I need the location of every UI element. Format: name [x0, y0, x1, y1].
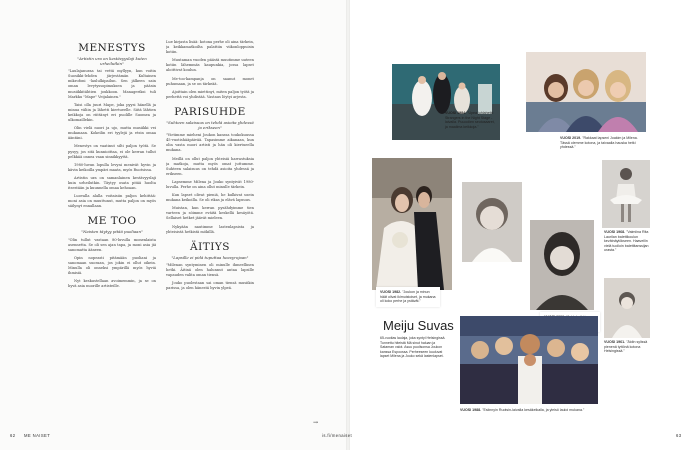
- caption-year: VUOSI 1988.: [460, 408, 482, 412]
- paragraph: Lapsemme Milena ja Jouko syntyivät 1980-luvulla. Perhe on aina ollut minulle tärkein.: [166, 179, 254, 189]
- paragraph: Taisi olla juuri Mape, joka pyysi hänellä ja minua väliin ja lähetti kiertueelle. Siitä lähtien keikkoja on riittänyt eri puolille Suomea ja ulkomaillekin.: [68, 102, 156, 123]
- website-label: is.fi/menaiset: [322, 433, 353, 438]
- caption-1961: [604, 340, 650, 354]
- parisuhde-deck: "Suhteen salaisuus on tehdä asioita yhdessä ja erikseen": [166, 119, 254, 131]
- parisuhde-heading: PARISUHDE: [174, 105, 246, 118]
- aitiys-deck: "Lapsille ei pidä tuputtaa heavyrojaan": [171, 254, 249, 260]
- paragraph: "Laulajanuraa tai vettä myllyyn, kun voitin Suosikki-lehden järjestämän Kultainen mikrofoni -laululkipailun. Sen jälkeen sain oman levytyssopimuksen ja pääsin musiikkitähtien joukkoon. Manageriksi tuli Markku "Mape" Veijalainen.": [68, 69, 156, 99]
- paragraph: 1980-luvun lopulla levyni menivät hyvin ja kävin keikoilla ympäri maata, myös Ruotsissa.: [68, 162, 156, 172]
- toddler-photo: [604, 278, 650, 338]
- paragraph: "Vietimme mieheni Joukon kanssa toukokuussa 45-vuotishääpäivää. Tapasimme aikanaan, kun olin vasta nuori artisti ja hän oli kiertueella mukana.: [166, 133, 254, 153]
- family-photo: [526, 52, 646, 132]
- caption-text: "Joukon ja minun häät olivat ikimuistoiset, ja mukana oli koko perhe ja ystävät.": [380, 290, 436, 304]
- caption-2019: [560, 136, 648, 150]
- paragraph: "Milenan syntyminen oli minulle ihmeellinen hetki. Äitinä olen halunnut antaa lapsille vapauden valita oman tiensä.: [166, 262, 254, 277]
- concert-crowd-photo: [460, 316, 598, 404]
- paragraph: Kun lapset olivat pieniä, he kulkivat usein mukana keikoilla. Se oli rikas ja elävä lapsuus.: [166, 193, 254, 203]
- page-spine: [346, 0, 350, 450]
- paragraph: Muistan, kun kerran pysähdyimme tien varteen ja söimme eväitä keskellä kesäyötä. Sellaiset hetket jäävät mieleen.: [166, 206, 254, 221]
- paragraph: Lue kirjasta lisää: kotona perhe oli aina tärkein, ja keikkamatkoilta palattiin viikonloppuisin kotiin.: [166, 40, 254, 55]
- paragraph: Menestys on vaatinut silti paljon työtä. Se pysyy, jos sitä kunnioittaa, ei ole kerran tullut pelkkää onnea vaan sinnikkyyttä.: [68, 144, 156, 159]
- caption-year: VUOSI 1984.: [445, 111, 467, 115]
- bio-title: Meiju Suvas: [383, 318, 454, 333]
- continue-arrow-icon: →: [313, 419, 319, 426]
- caption-year: VUOSI 2019.: [560, 136, 582, 140]
- paragraph: Luovalla alalla voitaisiin paljon kehittää: moni asia on muuttunut, mutta paljon on myös säilynyt ennallaan.: [68, 194, 156, 209]
- portrait-photo: [530, 220, 594, 310]
- menestys-deck: "Artistin ura on kestävyyslaji kuten urheilutkin": [77, 56, 147, 67]
- paragraph: Me-too-kampanja on saanut monet puhumaan, ja se on tärkeää.: [166, 76, 254, 86]
- caption-year: VUOSI 1968.: [604, 230, 626, 234]
- bio-text: 65-vuotias laulaja, joka syntyi Helsingissä. Tunnettu hiteistä Mä sinut haluan ja Sataman valot. Asuu puolisonsa Joukon kanssa Espoossa. Perheeseen kuuluvat lapset Milena ja Jouko sekä lastenlapset.: [380, 336, 446, 359]
- text-column-2: [166, 40, 254, 430]
- ballet-photo: [602, 160, 650, 228]
- paragraph: "Olin tullut vastaan 80-luvulla monenlaista asennetta. Se oli sen ajan tapa, ja moni asia jäi sanomatta ääneen.: [68, 237, 156, 252]
- paragraph: Jouko puolestaan sai oman tiensä musiikin parissa, ja olen hänestä hyvin ylpeä.: [166, 281, 254, 291]
- caption-text: "Upea juhlahetki Strangers in the Night Stage -laivalla. Puuoolien seutusaaret, ja maailma keikkoja.": [445, 111, 495, 129]
- caption-1988: [460, 408, 640, 413]
- page-number-right: 63: [676, 433, 682, 438]
- paragraph: Opin nopeasti pitämään puoliani ja sanomaan suoraan, jos jokin ei ollut oikein. Minulla oli onneksi ympärillä myös hyviä ihmisiä.: [68, 255, 156, 276]
- paragraph: Nyt keskustellaan avoimemmin, ja se on hyvä asia nuorille artisteille.: [68, 279, 156, 289]
- caption-1982: [376, 287, 440, 307]
- magazine-label: ME NAISET: [24, 433, 51, 438]
- metoo-heading: ME TOO: [87, 215, 137, 228]
- paragraph: Ajoittain olen miettinyt, miten paljon työtä ja perhettä voi yhdistää. Vastaus löytyi arjesta.: [166, 89, 254, 99]
- paragraph: Nykyään nautimme lastenlapsista ja yhteisistä hetkistä mökillä.: [166, 224, 254, 234]
- caption-text: "Äidin sylissä pienenä tyttönä kotona Helsingissä.": [604, 340, 648, 354]
- caption-year: VUOSI 1982.: [380, 290, 402, 294]
- aitiys-heading: ÄITIYS: [189, 240, 230, 253]
- caption-1968: [604, 230, 650, 253]
- metoo-deck: "Naisten täytyy pitää puoliaan": [81, 229, 143, 235]
- wedding-photo: [372, 158, 452, 290]
- caption-year: VUOSI 1961.: [604, 340, 626, 344]
- paragraph: Meillä on ollut paljon yhteisiä harrastuksia ja matkoja, mutta myös omat juttumme. Suhteen salaisuus on tehdä asioita yhdessä ja erikseen.: [166, 156, 254, 176]
- caption-text: "Valmiina Rita Laurilan balettikoulun kevätnäytökseen. Haaveilin vielä tuolloin balettitanssijan urasta.": [604, 230, 649, 253]
- caption-text: "Esiinnyin Ruotsin-laivalla kesäkeikalla, ja yleisö lauloi mukana.": [482, 408, 585, 412]
- caption-text: "Rakkaat lapseni Joakim ja Milena. Tässä olemme kotona, ja taivaalla hauska hetki yhdessä.": [560, 136, 638, 150]
- paragraph: Olin vielä nuori ja ujo, mutta musiikki vei mukanaan. Kokeilin eri tyylejä ja etsin omaa ääntäni.: [68, 126, 156, 141]
- page-number-left: 62: [10, 433, 16, 438]
- caption-1984: [445, 111, 497, 129]
- baby-portrait-photo: [462, 182, 522, 262]
- paragraph: Muutaman vuoden päästä muutimme uuteen kotiin lähemmäs kaupunkia, jossa lapset aloittivat koulun.: [166, 58, 254, 73]
- paragraph: Artistin ura on samanlainen kestävyyslaji kuin urheilutkin. Täytyy osata pitää huolta itsestään ja kuunnella omaa kehoaan.: [68, 175, 156, 191]
- menestys-heading: MENESTYS: [78, 42, 146, 54]
- text-column-1: [68, 40, 156, 430]
